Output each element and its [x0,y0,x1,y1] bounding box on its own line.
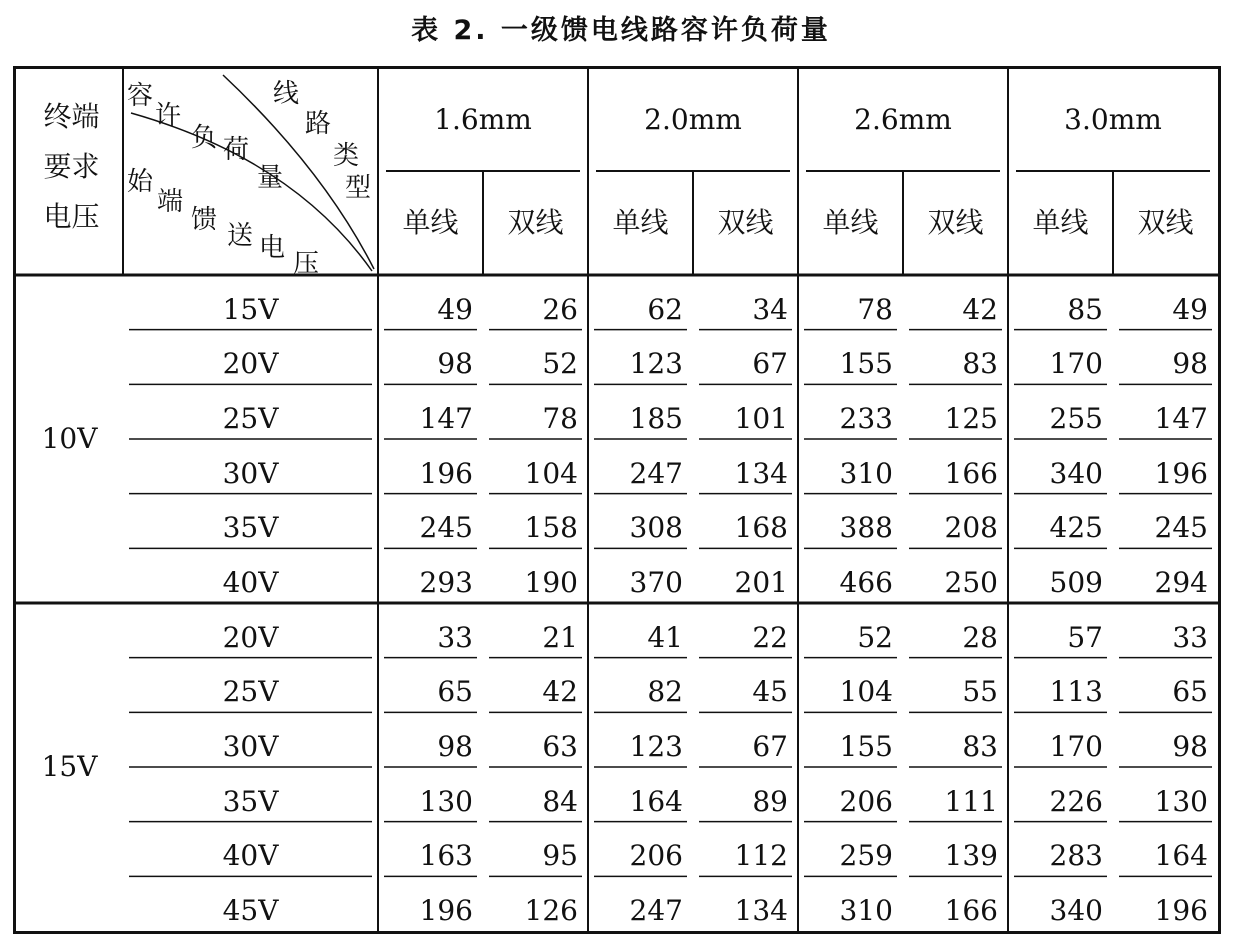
single-wire-header: 单线 [402,206,459,239]
diagonal-char-feed-voltage: 压 [293,249,320,279]
wire-size-header: 1.6mm [434,103,532,136]
load-value: 130 [419,784,473,818]
load-value: 509 [1049,565,1103,599]
double-wire-header: 双线 [927,206,984,239]
load-value: 196 [419,893,473,927]
diagonal-char-capacity: 负 [191,123,218,153]
feed-voltage: 25V [222,675,279,709]
load-value: 164 [629,784,683,818]
load-value: 67 [752,729,788,763]
diagonal-char-line-type: 型 [345,173,372,203]
load-value: 65 [1172,675,1208,709]
row-label-line: 要求 [43,150,100,183]
load-value: 134 [734,456,788,490]
load-value: 33 [437,620,473,654]
load-value: 82 [647,675,683,709]
load-value: 98 [437,347,473,381]
load-value: 65 [437,675,473,709]
load-value: 201 [734,565,788,599]
row-label-line: 电压 [43,200,100,233]
feed-voltage: 25V [222,401,279,435]
load-value: 111 [944,784,998,818]
load-value: 28 [962,620,998,654]
load-value: 126 [524,893,578,927]
single-wire-header: 单线 [612,206,669,239]
feed-voltage: 45V [222,893,279,927]
diagonal-char-line-type: 线 [273,79,300,109]
load-value: 42 [542,675,578,709]
load-value: 125 [944,401,998,435]
load-value: 98 [1172,347,1208,381]
load-value: 196 [419,456,473,490]
load-value: 147 [1154,401,1208,435]
wire-size-header: 2.0mm [644,103,742,136]
diagonal-char-feed-voltage: 始 [127,167,154,197]
load-value: 283 [1049,839,1103,873]
load-value: 123 [629,347,683,381]
load-value: 247 [629,893,683,927]
load-value: 170 [1049,347,1103,381]
load-value: 196 [1154,893,1208,927]
terminal-voltage: 15V [41,750,98,783]
load-value: 52 [857,620,893,654]
feed-voltage: 40V [222,839,279,873]
diagonal-char-feed-voltage: 电 [259,233,286,263]
load-value: 196 [1154,456,1208,490]
load-value: 388 [839,511,893,545]
diagonal-char-feed-voltage: 端 [157,187,184,217]
load-value: 166 [944,456,998,490]
feed-voltage: 30V [222,729,279,763]
load-value: 308 [629,511,683,545]
load-value: 250 [944,565,998,599]
feed-voltage: 15V [222,292,279,326]
load-value: 95 [542,839,578,873]
load-value: 85 [1067,292,1103,326]
load-value: 245 [1154,511,1208,545]
load-value: 89 [752,784,788,818]
single-wire-header: 单线 [822,206,879,239]
load-value: 52 [542,347,578,381]
wire-size-header: 2.6mm [854,103,952,136]
load-value: 190 [524,565,578,599]
load-value: 113 [1049,675,1103,709]
load-value: 62 [647,292,683,326]
load-value: 63 [542,729,578,763]
load-value: 83 [962,347,998,381]
load-value: 49 [437,292,473,326]
load-value: 67 [752,347,788,381]
double-wire-header: 双线 [717,206,774,239]
diagonal-char-capacity: 量 [257,163,284,193]
load-value: 158 [524,511,578,545]
wire-size-header: 3.0mm [1064,103,1162,136]
load-value: 226 [1049,784,1103,818]
diagonal-char-feed-voltage: 送 [227,221,254,251]
load-value: 83 [962,729,998,763]
load-value: 139 [944,839,998,873]
load-value: 247 [629,456,683,490]
load-value: 206 [839,784,893,818]
load-value: 45 [752,675,788,709]
load-value: 57 [1067,620,1103,654]
load-value: 147 [419,401,473,435]
feed-voltage: 35V [222,511,279,545]
load-value: 49 [1172,292,1208,326]
row-label-line: 终端 [43,100,100,133]
feed-voltage: 30V [222,456,279,490]
load-value: 155 [839,729,893,763]
load-value: 206 [629,839,683,873]
load-value: 155 [839,347,893,381]
double-wire-header: 双线 [1137,206,1194,239]
load-value: 166 [944,893,998,927]
diagonal-char-capacity: 荷 [223,135,250,165]
load-value: 55 [962,675,998,709]
load-value: 425 [1049,511,1103,545]
load-value: 22 [752,620,788,654]
load-table [13,66,1221,934]
load-value: 466 [839,565,893,599]
load-value: 208 [944,511,998,545]
load-value: 33 [1172,620,1208,654]
load-value: 78 [542,401,578,435]
load-value: 370 [629,565,683,599]
load-value: 163 [419,839,473,873]
load-value: 185 [629,401,683,435]
load-value: 130 [1154,784,1208,818]
load-value: 98 [437,729,473,763]
load-value: 233 [839,401,893,435]
load-value: 170 [1049,729,1103,763]
load-value: 78 [857,292,893,326]
load-value: 310 [839,456,893,490]
load-value: 340 [1049,456,1103,490]
diagonal-char-capacity: 容 [127,81,154,111]
load-value: 34 [752,292,788,326]
feed-voltage: 40V [222,565,279,599]
load-value: 112 [734,839,788,873]
load-value: 98 [1172,729,1208,763]
diagonal-char-feed-voltage: 馈 [191,205,218,235]
feed-voltage: 20V [222,620,279,654]
load-value: 245 [419,511,473,545]
load-value: 310 [839,893,893,927]
load-value: 123 [629,729,683,763]
load-value: 164 [1154,839,1208,873]
load-value: 104 [524,456,578,490]
load-value: 255 [1049,401,1103,435]
load-value: 26 [542,292,578,326]
load-value: 21 [542,620,578,654]
load-value: 42 [962,292,998,326]
diagonal-char-line-type: 路 [305,109,332,139]
feed-voltage: 20V [222,347,279,381]
diagonal-char-line-type: 类 [333,141,360,171]
table-title: 表 2. 一级馈电线路容许负荷量 [411,15,831,46]
load-value: 168 [734,511,788,545]
load-value: 134 [734,893,788,927]
load-value: 84 [542,784,578,818]
load-value: 293 [419,565,473,599]
load-value: 41 [647,620,683,654]
load-value: 104 [839,675,893,709]
load-value: 259 [839,839,893,873]
load-value: 340 [1049,893,1103,927]
feed-voltage: 35V [222,784,279,818]
load-value: 101 [734,401,788,435]
terminal-voltage: 10V [41,422,98,455]
diagonal-char-capacity: 许 [155,101,182,131]
single-wire-header: 单线 [1032,206,1089,239]
double-wire-header: 双线 [507,206,564,239]
load-value: 294 [1154,565,1208,599]
